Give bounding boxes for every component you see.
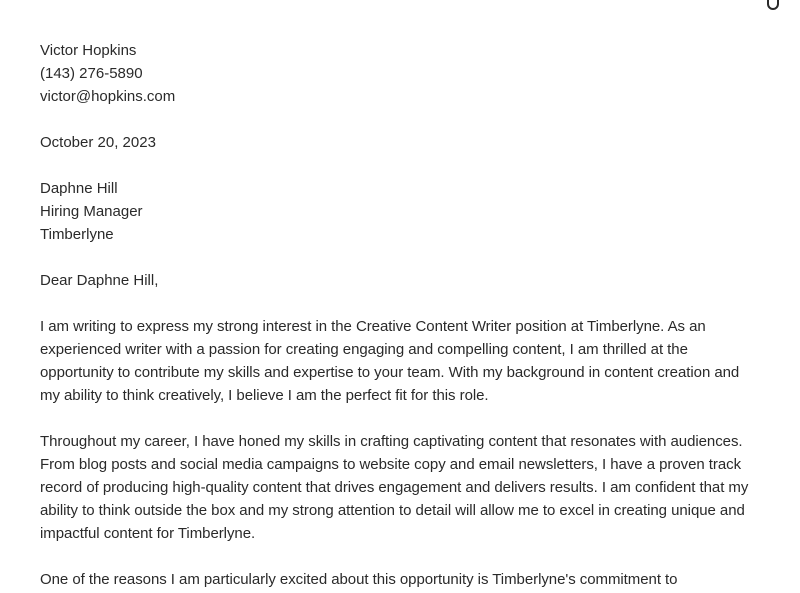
- recipient-title: Hiring Manager: [40, 203, 143, 220]
- sender-name: Victor Hopkins: [40, 42, 137, 59]
- recipient-company: Timberlyne: [40, 226, 114, 243]
- recipient-block: [40, 177, 760, 246]
- body-paragraph-2: Throughout my career, I have honed my skills in crafting captivating content that resonates with audiences. From blog posts and social media campaigns to website copy and email newsletters, I have a proven track record of producing high-quality content that drives engagement and delivers results. I am confident that my ability to think outside the box and my strong attention to detail will allow me to excel in creating unique and impactful content for Timberlyne.: [40, 433, 749, 542]
- sender-block: [40, 39, 760, 108]
- body-paragraph-3: One of the reasons I am particularly excited about this opportunity is Timberlyne's commitment to: [40, 571, 678, 588]
- letter-date: October 20, 2023: [40, 134, 156, 151]
- sender-email: victor@hopkins.com: [40, 88, 176, 105]
- attachment-clip-icon: [766, 0, 780, 12]
- sender-phone: (143) 276-5890: [40, 65, 143, 82]
- date-block: [40, 131, 760, 154]
- recipient-name: Daphne Hill: [40, 180, 118, 197]
- body-paragraph-1: I am writing to express my strong interest in the Creative Content Writer position at Timberlyne. As an experienced writer with a passion for creating engaging and compelling content, I am thrilled at the opportunity to contribute my skills and expertise to your team. With my background in content creation and my ability to think creatively, I believe I am the perfect fit for this role.: [40, 318, 740, 404]
- salutation-block: [40, 269, 760, 292]
- cover-letter: [40, 39, 760, 593]
- salutation: Dear Daphne Hill,: [40, 272, 159, 289]
